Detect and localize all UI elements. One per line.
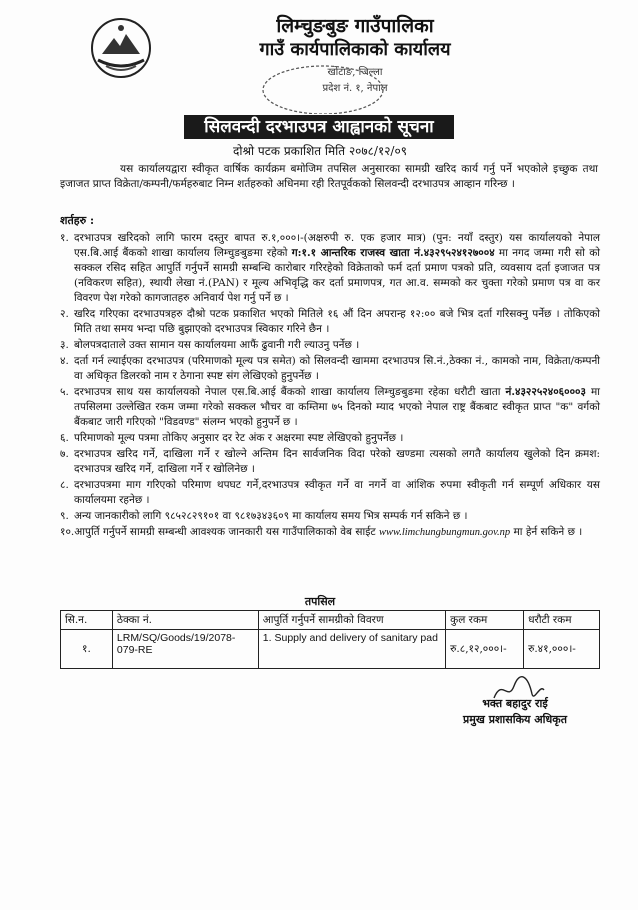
office-seal-stamp <box>258 62 388 114</box>
table-header-row <box>61 611 600 630</box>
condition-text: आपुर्ति गर्नुपर्ने सामग्री सम्बन्धी आवश्यक जानकारी यस गाउँपालिकाको वेब साईट www.limchungbungmun.gov.np मा हेर्न सकिने छ । <box>74 526 583 538</box>
condition-item <box>60 525 600 540</box>
column-header: धरौटी रकम <box>524 611 600 630</box>
condition-text: दरभाउपत्र खरिदको लागि फारम दस्तुर बापत रु.१,०००।-(अक्षरुपी रु. एक हजार मात्र) (पुन: नयाँ दस्तुर) यस कार्यालयको नेपाल एस.बि.आई बैंकको शाखा कार्यालय लिम्चुङबुङमा रहेको ग:१.१ आन्तरिक राजस्व खाता नं.४३२९५२४१२७००४ मा नगद जम्मा गरी सो को सक्कल रसिद सहित आपुर्ति गर्नुपर्ने सामग्री सम्बन्धि कारोबार गरिरहेको विक्रेताको फर्म दर्ता प्रमाण पत्रको प्रति, व्यवसाय दर्ता इजाजत पत्र (नविकरण सहित), स्थायी लेखा नं.(PAN) र मूल्य अभिवृद्धि कर दर्ता प्रमाणपत्र, गत आ.व. सम्मको कर चुक्ता गरेको प्रमाण पत्र वा कर विवरण पेश गरेको कागजातहरु अनिवार्य पेश गर्नु पर्ने छ । <box>74 232 600 304</box>
condition-number: ७. <box>60 448 69 460</box>
total-amount-cell: रु.८,१२,०००।- <box>446 630 524 669</box>
publication-date: दोश्रो पटक प्रकाशित मिति २०७८/१२/०९ <box>233 144 407 158</box>
condition-number: ३. <box>60 339 69 351</box>
column-header: आपुर्ति गर्नुपर्ने सामग्रीको विवरण <box>258 611 445 630</box>
condition-number: १०. <box>60 526 75 538</box>
serial-cell: १. <box>61 630 113 669</box>
condition-text: परिमाणको मूल्य पत्रमा तोकिए अनुसार दर रेट अंक र अक्षरमा स्पष्ट लेखिएको हुनुपर्नेछ । <box>74 432 404 444</box>
notice-title: सिलवन्दी दरभाउपत्र आह्वानको सूचना <box>184 115 454 139</box>
condition-text: बोलपत्रदाताले उक्त सामान यस कार्यालयमा आफैं ढुवानी गरी ल्याउनु पर्नेछ । <box>74 339 360 351</box>
condition-number: ८. <box>60 479 69 491</box>
column-header: ठेक्का नं. <box>112 611 258 630</box>
deposit-amount-cell: रु.४१,०००।- <box>524 630 600 669</box>
table-row <box>61 630 600 669</box>
table-caption: तपसिल <box>304 595 336 608</box>
condition-text: दर्ता गर्न ल्याईएका दरभाउपत्र (परिमाणको मूल्य पत्र समेत) को सिलवन्दी खाममा दरभाउपत्र सि.नं.,ठेक्का नं., कामको नाम, विक्रेता/कम्पनी वा अधिकृत डिलरको नाम र ठेगाना स्पष्ट संग लेखिएको हुनुपर्नेछ । <box>74 355 600 382</box>
condition-text: खरिद गरिएका दरभाउपत्रहरु दौश्रो पटक प्रकाशित भएको मितिले १६ औं दिन अपरान्ह १२:०० बजे भित्र दर्ता गरिसक्नु पर्नेछ । तोकिएको मिति तथा समय भन्दा पछि बुझाएको दरभाउपत्र स्विकार गरिने छैन । <box>74 308 600 335</box>
condition-text: दरभाउपत्रमा माग गरिएको परिमाण थपघट गर्ने,दरभाउपत्र स्वीकृत गर्ने वा नगर्ने वा आंशिक रुपमा स्वीकृती गर्न सम्पूर्ण अधिकार यस कार्यालयमा रहनेछ । <box>74 479 600 506</box>
contract-number-cell: LRM/SQ/Goods/19/2078-079-RE <box>112 630 258 669</box>
address-line-2: प्रदेश नं. १, नेपाल <box>322 83 388 94</box>
intro-paragraph: यस कार्यालयद्वारा स्वीकृत वार्षिक कार्यक्रम बमोजिम तपसिल अनुसारका सामग्री खरिद कार्य गर्नु पर्ने भएकोले इच्छुक तथा इजाजत प्राप्त विक्रेता/कम्पनी/फर्महरुबाट निम्न शर्तहरुको अधिनमा रही रितपूर्वकको सिलवन्दी दरभाउपत्र आव्हान गरिन्छ । <box>60 163 598 190</box>
conditions-heading: शर्तहरु : <box>60 214 95 227</box>
conditions-list <box>60 231 600 541</box>
website-link[interactable]: www.limchungbungmun.gov.np <box>378 527 511 538</box>
condition-number: ९. <box>60 510 69 522</box>
signatory-title: प्रमुख प्रशासकिय अधिकृत <box>463 713 567 726</box>
column-header: सि.न. <box>61 611 113 630</box>
description-cell: 1. Supply and delivery of sanitary pad <box>258 630 445 669</box>
office-subtitle: गाउँ कार्यपालिकाको कार्यालय <box>259 39 451 60</box>
condition-number: २. <box>60 308 69 320</box>
condition-item <box>60 354 600 384</box>
condition-text: दरभाउपत्र खरिद गर्ने, दाखिला गर्ने र खोल्ने अन्तिम दिन सार्वजनिक विदा परेको खण्डमा त्यसको लगतै कार्यालय खुलेको दिन क्रमश: दरभाउपत्र खरिद गर्ने, दाखिला गर्ने र खोलिनेछ । <box>74 448 600 475</box>
condition-item <box>60 338 600 353</box>
condition-number: ५. <box>60 386 69 398</box>
condition-text: अन्य जानकारीको लागि ९८५२८२९१०१ वा ९८१७३४३६०९ मा कार्यालय समय भित्र सम्पर्क गर्न सकिने छ । <box>74 510 468 522</box>
condition-number: ६. <box>60 432 69 444</box>
column-header: कुल रकम <box>446 611 524 630</box>
address-line-1: खोटाङ, जिल्ला <box>327 67 383 78</box>
condition-item <box>60 307 600 337</box>
condition-number: १. <box>60 232 69 244</box>
condition-item <box>60 431 600 446</box>
condition-item <box>60 509 600 524</box>
condition-item <box>60 385 600 430</box>
government-emblem-logo <box>86 16 156 80</box>
office-name: लिम्चुङबुङ गाउँपालिका <box>276 15 434 37</box>
condition-item <box>60 231 600 306</box>
condition-text: दरभाउपत्र साथ यस कार्यालयको नेपाल एस.बि.आई बैंकको शाखा कार्यालय लिम्चुङबुङमा रहेका धरौटी खाता नं.४३२२५२४०६०००३ मा तपसिलमा उल्लेखित रकम जम्मा गरेको सक्कल भौचर वा कम्तिमा ७५ दिनको म्याद भएको नेपाल राष्ट्र बैंकबाट स्वीकृत प्राप्त "क" वर्गको बैंकबाट जारी गरिएको "विडवण्ड" संलग्न भएको हुनुपर्ने छ । <box>74 386 600 428</box>
condition-item <box>60 447 600 477</box>
condition-item <box>60 478 600 508</box>
signatory-name: भक्त बहादुर राई <box>482 697 548 710</box>
condition-number: ४. <box>60 355 69 367</box>
items-table <box>60 610 600 669</box>
